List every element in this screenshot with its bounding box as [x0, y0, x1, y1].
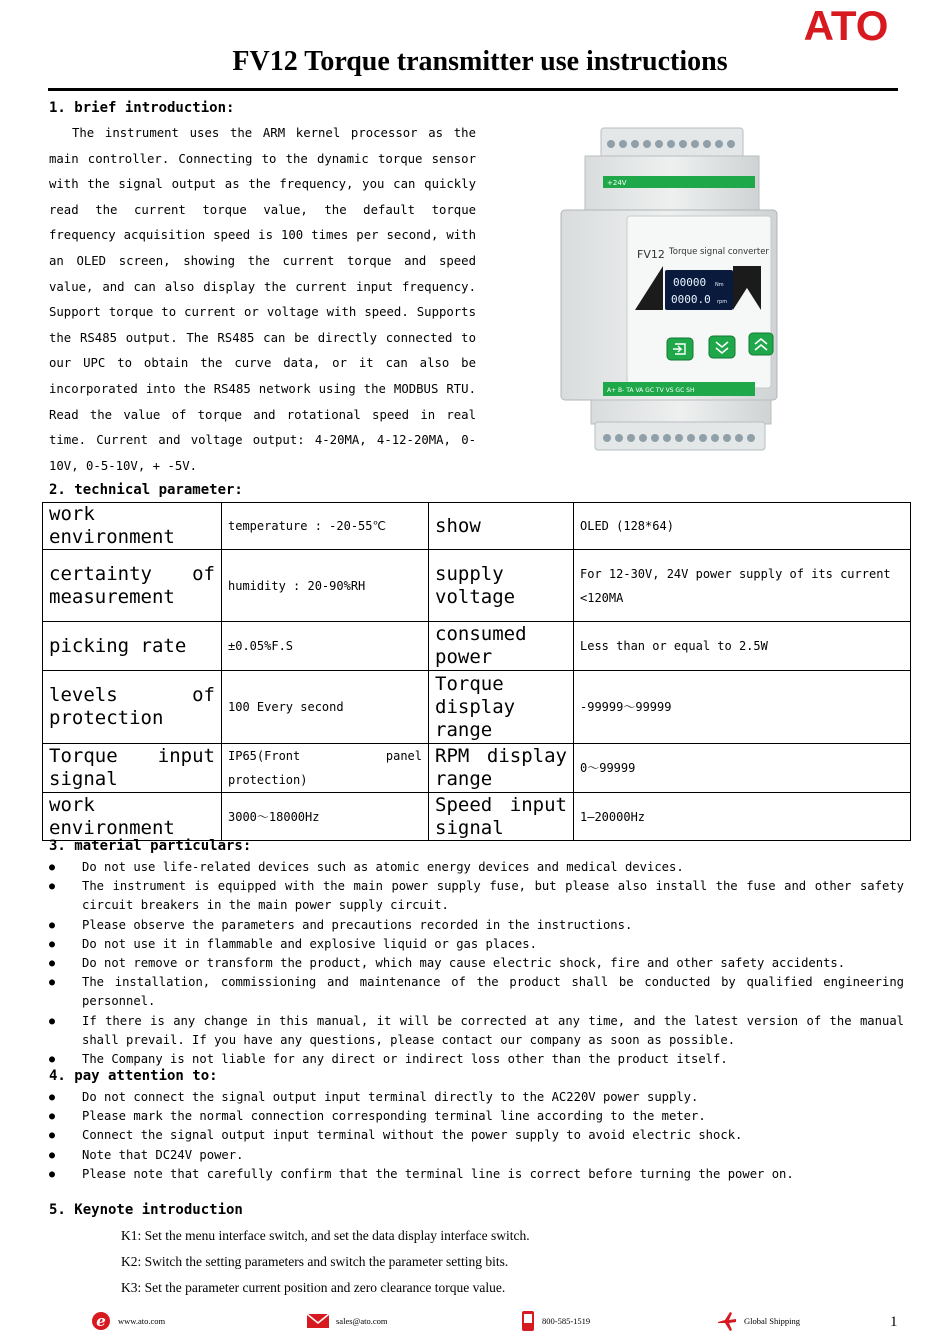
page-number: 1	[890, 1314, 898, 1330]
param-value: 100 Every second	[222, 671, 429, 744]
phone-text: 800-585-1519	[542, 1316, 591, 1326]
device-label: Torque signal converter	[669, 247, 769, 257]
param-key: Torque input signal	[43, 744, 222, 793]
page-title: FV12 Torque transmitter use instructions	[232, 46, 728, 77]
attention-list	[49, 1088, 904, 1184]
table-row	[43, 550, 911, 622]
list-item: ● Do not use life-related devices such as atomic energy devices and medical devices.	[49, 858, 904, 877]
top-terminal-text: +24V	[607, 179, 627, 187]
list-item: ● The Company is not liable for any direct or indirect loss other than the product itself.	[49, 1050, 904, 1069]
param-value: humidity : 20-90%RH	[222, 550, 429, 622]
svg-text:e: e	[96, 1312, 106, 1330]
keynote-k2: K2: Switch the setting parameters and switch the parameter setting bits.	[121, 1254, 509, 1269]
param-key: show	[429, 503, 574, 550]
email-text: sales@ato.com	[336, 1316, 388, 1326]
footer-phone[interactable]	[520, 1308, 590, 1334]
shipping-text: Global Shipping	[744, 1316, 800, 1326]
k2-button[interactable]	[709, 336, 735, 358]
param-value: 1—20000Hz	[574, 793, 911, 841]
footer-shipping	[716, 1308, 800, 1334]
keynote-heading: 5. Keynote introduction	[49, 1202, 243, 1218]
footer-website[interactable]	[90, 1308, 165, 1334]
device-image	[555, 120, 783, 460]
list-item: ● The instrument is equipped with the main power supply fuse, but please also install the fuse and other safety circuit breakers in the main power supply circuit.	[49, 877, 904, 915]
list-item: ● If there is any change in this manual, it will be corrected at any time, and the latest version of the manual shall prevail. If you have any questions, please contact our company as soon as possible.	[49, 1012, 904, 1050]
table-row	[43, 793, 911, 841]
list-item: ● Please note that carefully confirm that the terminal line is correct before turning the power on.	[49, 1165, 904, 1184]
list-item: ● Do not connect the signal output input terminal directly to the AC220V power supply.	[49, 1088, 904, 1107]
param-value: ±0.05%F.S	[222, 622, 429, 671]
param-value: 3000～18000Hz	[222, 793, 429, 841]
list-item: ● The installation, commissioning and maintenance of the product shall be conducted by qualified engineering personnel.	[49, 973, 904, 1011]
device-model: FV12	[637, 248, 665, 261]
plane-icon	[716, 1310, 738, 1332]
material-list	[49, 858, 904, 1069]
k3-button[interactable]	[749, 333, 773, 355]
param-key: RPM display range	[429, 744, 574, 793]
param-key: supply voltage	[429, 550, 574, 622]
param-value: -99999～99999	[574, 671, 911, 744]
table-row	[43, 503, 911, 550]
intro-text	[49, 121, 476, 479]
param-value: Less than or equal to 2.5W	[574, 622, 911, 671]
material-heading: 3. material particulars:	[49, 838, 252, 854]
screen-line2: 0000.0	[671, 293, 711, 306]
list-item: ● Note that DC24V power.	[49, 1146, 904, 1165]
screen-unit1: Nm	[715, 282, 724, 288]
param-key: Speed input signal	[429, 793, 574, 841]
param-key: Torque display range	[429, 671, 574, 744]
table-row	[43, 671, 911, 744]
ato-logo	[790, 2, 902, 46]
screen-unit2: rpm	[717, 299, 728, 305]
intro-paragraph: The instrument uses the ARM kernel processor as the main controller. Connecting to the dynamic torque sensor with the signal output as the frequency, you can quickly read the current torque value, the default torque frequency acquisition speed is 100 times per second, with an OLED screen, showing the current torque and speed value, and can also display the current input frequency. Support torque to current or voltage with speed. Supports the RS485 output. The RS485 can be directly connected to our UPC to obtain the curve data, or it can also be incorporated into the RS485 network using the MODBUS RTU. Read the value of torque and rotational speed in real time. Current and voltage output: 4-20MA, 4-12-20MA, 0-10V, 0-5-10V, + -5V.	[49, 126, 476, 473]
website-text: www.ato.com	[118, 1316, 166, 1326]
param-key: consumed power	[429, 622, 574, 671]
param-key: levels of protection	[43, 671, 222, 744]
param-key: certainty of measurement	[43, 550, 222, 622]
keynote-k1: K1: Set the menu interface switch, and set the data display interface switch.	[121, 1228, 530, 1243]
mail-icon	[306, 1312, 330, 1330]
footer-email[interactable]	[306, 1308, 388, 1334]
param-key: picking rate	[43, 622, 222, 671]
list-item: ● Please mark the normal connection corresponding terminal line according to the meter.	[49, 1107, 904, 1126]
k1-button[interactable]	[667, 338, 693, 360]
param-value: OLED (128*64)	[574, 503, 911, 550]
list-item: ● Do not remove or transform the product, which may cause electric shock, fire and other safety accidents.	[49, 954, 904, 973]
attention-heading: 4. pay attention to:	[49, 1068, 218, 1084]
keynote-k3: K3: Set the parameter current position and zero clearance torque value.	[121, 1280, 506, 1295]
param-value: 0～99999	[574, 744, 911, 793]
list-item: ● Do not use it in flammable and explosive liquid or gas places.	[49, 935, 904, 954]
screen-line1: 00000	[673, 276, 707, 289]
tech-heading: 2. technical parameter:	[49, 482, 243, 498]
parameter-table	[42, 502, 911, 841]
bottom-terminal-text: A+ B- TA VA GC TV VS GC SH	[607, 387, 695, 394]
list-item: ● Connect the signal output input terminal without the power supply to avoid electric shock.	[49, 1126, 904, 1145]
logo-text: ATO	[803, 2, 889, 46]
table-row	[43, 622, 911, 671]
title-divider	[48, 88, 898, 91]
phone-icon	[520, 1310, 536, 1332]
intro-heading: 1. brief introduction:	[49, 100, 235, 116]
table-row	[43, 744, 911, 793]
list-item: ● Please observe the parameters and precautions recorded in the instructions.	[49, 916, 904, 935]
param-value: temperature : -20-55℃	[222, 503, 429, 550]
web-icon	[90, 1310, 112, 1332]
param-key: work environment	[43, 503, 222, 550]
param-key: work environment	[43, 793, 222, 841]
param-value: For 12-30V, 24V power supply of its current <120MA	[574, 550, 911, 622]
param-value: IP65(Front panel protection)	[222, 744, 429, 793]
